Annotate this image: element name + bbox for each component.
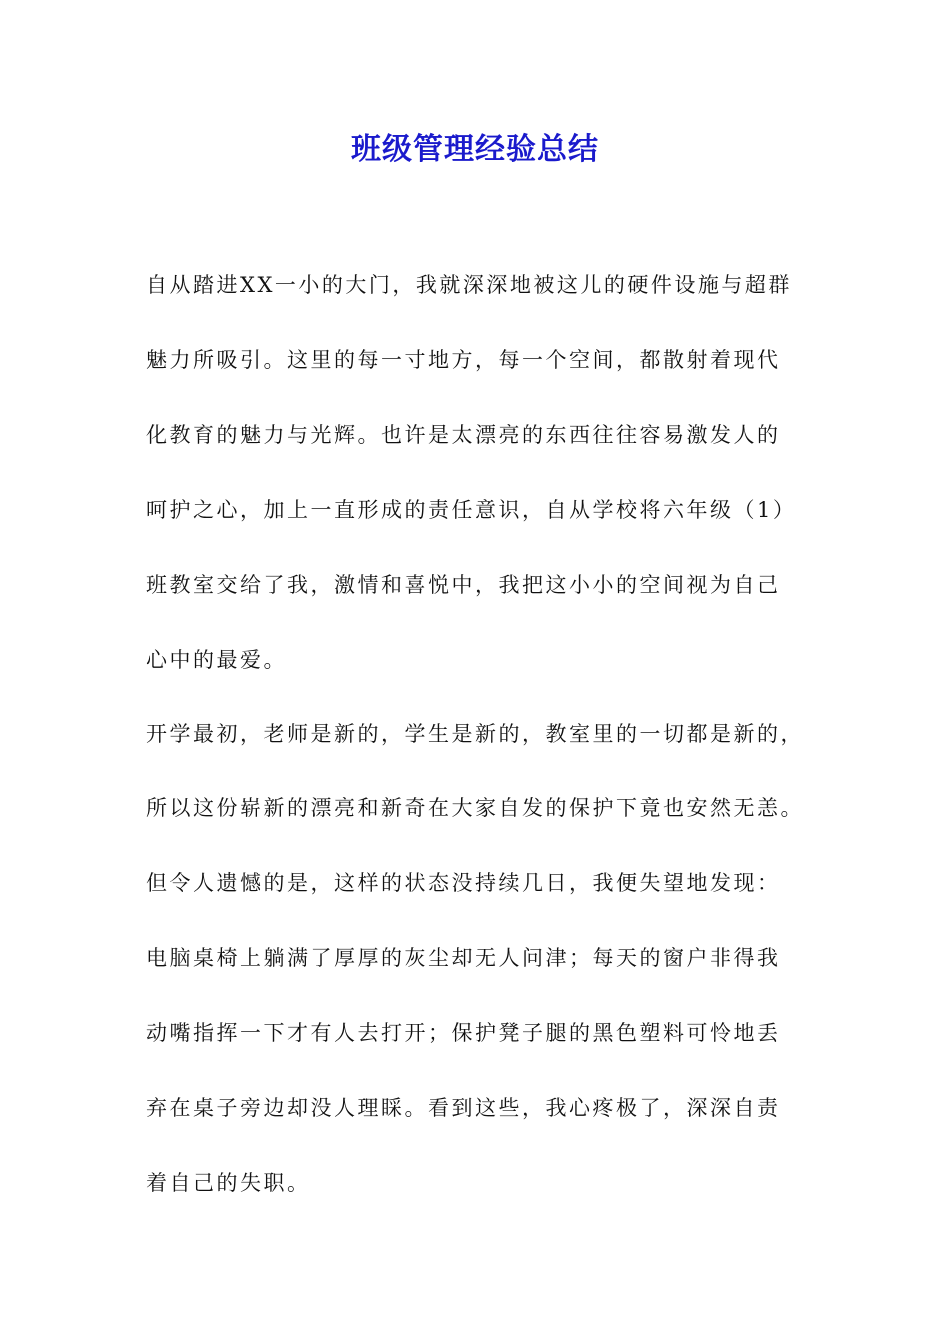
document-title: 班级管理经验总结 [351,132,599,167]
body-line: 弃在桌子旁边却没人理睬。看到这些，我心疼极了，深深自责 [146,1096,781,1120]
body-line: 开学最初，老师是新的，学生是新的，教室里的一切都是新的， [146,722,804,746]
body-line: 化教育的魅力与光辉。也许是太漂亮的东西往往容易激发人的 [146,423,781,447]
body-line: 动嘴指挥一下才有人去打开；保护凳子腿的黑色塑料可怜地丢 [146,1021,781,1045]
body-line: 心中的最爱。 [146,648,287,672]
body-line: 电脑桌椅上躺满了厚厚的灰尘却无人问津；每天的窗户非得我 [146,946,781,970]
body-line: 着自己的失职。 [146,1171,311,1195]
body-line: 但令人遗憾的是，这样的状态没持续几日，我便失望地发现： [146,871,781,895]
body-line: 所以这份崭新的漂亮和新奇在大家自发的保护下竟也安然无恙。 [146,796,804,820]
body-line: 自从踏进XX一小的大门，我就深深地被这儿的硬件设施与超群 [146,273,792,297]
body-line: 魅力所吸引。这里的每一寸地方，每一个空间，都散射着现代 [146,348,781,372]
body-line: 班教室交给了我，激情和喜悦中，我把这小小的空间视为自己 [146,573,781,597]
body-line: 呵护之心，加上一直形成的责任意识，自从学校将六年级（1） [146,498,797,522]
